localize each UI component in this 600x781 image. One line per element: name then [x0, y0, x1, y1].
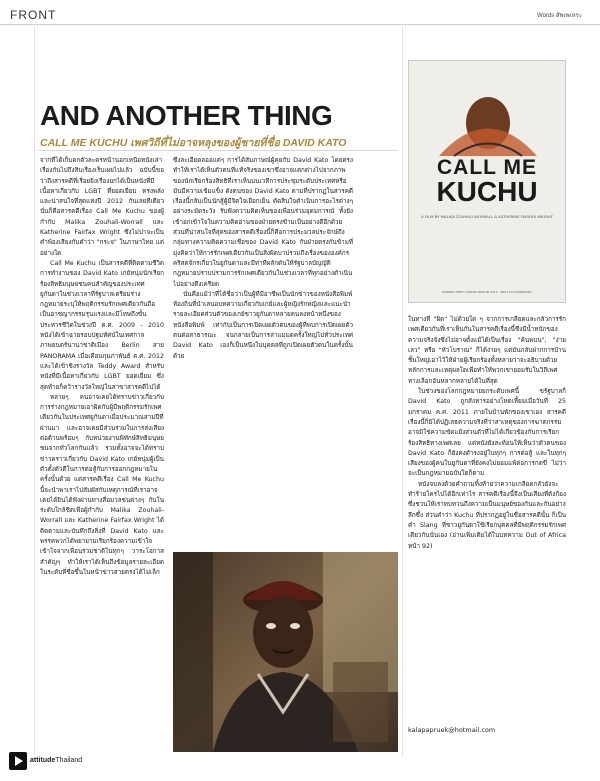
column-divider	[402, 24, 403, 756]
article-column-2	[173, 156, 353, 548]
play-icon	[9, 752, 27, 770]
film-poster	[408, 60, 566, 303]
article-headline: AND ANOTHER THING	[40, 100, 333, 131]
article-column-3	[408, 315, 566, 723]
paragraph: ในทางที่ "ผิด" ไม่ด้วยใด ๆ จากการเกลียดและกลัวการรักเพศเดียวกันที่เราเห็นกันในสารคดีเรื่องนี้ซึ่งมีน้ำหนักของความจริงจังซึ่งไม่อาจตั้งแม้ได้เป็นเรื่อง "ค้นพบน", "ง่ายเลว" หรือ "หัวโบราณ" ก็ได้ง่ายๆ แต่มันกลับฝากการบ้านชิ้นใหญ่เอาไว้ให้ฝ่ายผู้เรียกร้องทั้งหลายว่าจะอธิบายด้วยหลักการและเหตุผลใดเพื่อทำให้พวกเขายอมรับในวิถีเพศทางเลือกอันหลากหลายได้ในที่สุด	[408, 316, 566, 385]
brand-rest: Thailand	[55, 757, 83, 764]
article-subhead: CALL ME KUCHU เพศวิถีที่ไม่อาจหลุงของผู้ชายที่ชื่อ DAVID KATO	[40, 137, 347, 149]
poster-credits: WINNER TEDDY AWARD BERLIN 2012 · BEST DOCUMENTARY	[441, 290, 533, 294]
page-corner-label: Words สัพเพเหระ	[537, 13, 582, 19]
paragraph: หนังจบลงด้วยคำถามทิ้งท้ายว่าความเกลียดกลัวยังจะทำร้ายใครไปได้อีกเท่าไร สารคดีเรื่องนี้จึงเป็นเสียงที่ดังก้องซึ่งชวนให้เราทบทวนถึงความเป็นมนุษย์ของกันและกันอย่างลึกซึ้ง ส่วนคำว่า Kuchu ที่ปรากฏอยู่ในชื่อสารคดีนั้น ก็เป็นคำ Slang ที่ชาวยูกันดาใช้เรียกบุคคลที่มีพฤติกรรมรักเพศเดียวกันนั่นเอง (อ่านเพิ่มเติมได้ในบทความ Out of Africa หน้า 92)	[408, 480, 566, 550]
margin-rule-left	[34, 24, 35, 756]
paragraph: นั่นคือแม้ว่าที่ได้ชื่อว่าเป็นผู้ที่มีอาชีพเป็นนักข่าวของหนังสือพิมพ์ท้องถิ่นที่นำเสนอบทความเกี่ยวกับเกย์และผู้หญิงรักหญิงและแนะนำรายละเอียดส่วนตัวของเกย์ชาวยูกันดาหลายคนลงหน้าหนึ่งของหนังสือพิมพ์ เท่ากับเป็นการเปิดเผยตัวตนของผู้ที่พบการเปิดเผยตัวตนต่อสาธารณะ จนกลายเป็นการล่าแม่มดครั้งใหญ่ไปทั่วประเทศ David Kato เองก็เป็นหนึ่งในบุคคลที่ถูกเปิดเผยตัวตนในครั้งนั้นด้วย	[173, 290, 353, 360]
article-column-1	[40, 156, 164, 754]
headline-rule	[38, 150, 398, 151]
header-rule	[0, 24, 600, 25]
author-email: kalapapruek@hotmail.com	[408, 726, 496, 734]
footer-brand	[30, 757, 82, 764]
paragraph: หลายๆ คนอาจเคยได้ทราบข่าวเกี่ยวกับการร่างกฎหมายเอาผิดกับผู้มีพฤติกรรมรักเพศเดียวกันในประเทศยูกันดาเมื่อประมาณสามปีที่ผ่านมา และอาจเคยมีส่วนร่วมในการส่งเสียงต่อต้านพร้อมๆ กับหน่วยงานพิทักษ์สิทธิมนุษยชนจากทั่วโลกกันแล้ว รวมทั้งอาจจะได้ทราบข่าวคราวเกี่ยวกับ David Kato เกย์หนุ่มผู้เป็นตัวตั้งตัวตีในการต่อสู้กับการออกกฎหมายในครั้งนั้นด้วย แต่สารคดีเรื่อง Call Me Kuchu นี้จะนำพาเราไปสัมผัสกับเหตุการณ์ที่เราอาจเคยได้ยินได้ฟังผ่านทางสื่อมวลชนต่างๆ กันในระดับใกล้ชิดเพื่อผู้กำกับ Malika Zouhali-Worrall และ Katherine Fairfax Wright ได้ติดตามและบันทึกถึงสิ่งที่ David Kato และพรรคพวกได้พยายามเรียกร้องความเข้าใจเข้าใจจากเพื่อนร่วมชาติในทุกๆ วาระโอกาสสำคัญๆ ทำให้เราได้เห็นถึงข้อมูลรายละเอียดในระดับที่ชื่อขึ้นในหน้าข่าวสายตรงได้ไม่เล็ก	[40, 393, 164, 576]
poster-tagline: A FILM BY MALIKA ZOUHALI-WORRALL & KATHERINE FAIRFAX WRIGHT	[421, 214, 553, 219]
david-kato-photo	[173, 552, 398, 752]
paragraph: จากที่ได้เก็บตกตัวละครหน้านอกเหนือหนังเล่าเรื่องกันไปถึงสิบเรื่องเร็บเผยไปแล้ว ฉบับนี้ขอว่าถึงสารคดีที่เรื่อยยิ่งเรื่องยกได้เป็นหนังที่มีเนื้อหาเกี่ยวกับ LGBT ที่ยอดเยี่ยม ทรงพลัง และน่าสนใจที่สุดแห่งปี 2012 กันเลยทีเดียว นั่นก็คือสารคดีเรื่อง Call Me Kuchu ของผู้กำกับ Malika Zouhali-Worrall และ Katherine Fairfax Wright ซึ่งไม่ปาจะเป็นคำพ้องเสียงกับคำว่า "กระจ" ในภาษาไทย แต่อย่างใด	[40, 157, 164, 257]
paragraph: ในช่วงของโลกกฎหมายยกระดับเพศนี้ ขรัฐบาลก็ David Kato ถูกสังหารอย่างโหดเหี้ยมเมื่อวันที่ 25 มกราคม ค.ศ. 2011 ภายในบ้านพักของเขาเอง สารคดีเรื่องนี้ก็มิได้ปฏิเสธความจริงที่ว่าสาเหตุของการฆาตกรรมอาจมิใช่ความขัดแย้งส่วนตัวที่ไม่ได้เกี่ยวข้องกับการเรียกร้องสิทธิทางเพศเลย แต่หนังยังสะท้อนให้เห็นว่าตัวตนของ David Kato ก็ยังคงดำรงอยู่ในทุกๆ การต่อสู้ และในทุกๆ เสียงของผู้คนในยูกันดาที่ยังคงไม่ยอมแพ้ต่อการกดขี่ ไม่ว่าจะเป็นกฎหมายฉบับใดก็ตาม	[408, 388, 566, 478]
paragraph: ซึ่งละเอียดลออแต่ๆ การได้สัมภาษณ์ผู้คุยกับ David Kato โดยตรงทำให้เราได้เห็นตัวตนที่แท้จริงของเขาซึ่งอาจแตกต่างไปจากภาพของนักเรียกร้องสิทธิที่เราเห็นบนเวทีการประชุมระดับประเทศหรือมันมีความเข้มแข็ง ดังตนของ David Kato ตามที่ปรากฏในสารคดีเรื่องนี้กลับเป็นนักสู้ผู้มีจิตใจเยือกเย็น ดัดสินใจดำเนินการอะไรต่างๆ อย่างระมัดระวัง รับฟังความคิดเห็นของเพื่อนร่วมอุดมการณ์ ทั้งยังเข้าอกเข้าใจในความคิดอ่านของฝ่ายตรงข้ามเป็นอย่างดีอีกด้วย ส่วนที่น่าสนใจที่สุดของสารคดีเรื่องนี้ก็คือการประมวลประจักษ์ถึงกลุ่มทางความคิดความเชื่อของ David Kato กับฝ่ายตรงกันข้ามที่มุ่งคิดว่าให้การรักเพศเดียวกันเป็นสิ่งผิดบาปรวมถึงเรื่องขององค์กรคริสตจักรเกี่ยวในยูกันดาและมีท่าทีผลักดันให้รัฐบาลบัญญัติกฎหมายปราบปรามการรักเพศเดียวกันในช่วงเวลาที่ทุกอย่างดำเนินไปอย่างตึงเครียด	[173, 157, 353, 288]
section-label: FRONT	[10, 8, 57, 22]
poster-title: CALL ME KUCHU	[436, 156, 538, 207]
paragraph: Call Me Kuchu เป็นสารคดีที่ติดตามชีวิตการทำงานของ David Kato เกย์หนุ่มนักเรียกร้องสิทธิมนุษยชนคนสำคัญของประเทศยูกันดาในช่วงเวลาที่รัฐบาลเตรียมร่างกฎหมายระบุให้พฤติกรรมรักเพศเดียวกันถือเป็นอาชญากรรมรุนแรงและมีโทษถึงขั้นประหารชีวิตในช่วงปี ค.ศ. 2009 - 2010 หนังได้เข้าฉายรอบปฐมทัศน์ในเทศกาลภาพยนตร์นานาชาติเมือง Berlin สาย PANORAMA เมื่อเดือนกุมภาพันธ์ ค.ศ. 2012 และได้เข้าชิงรางวัล Teddy Award สำหรับหนังที่มีเนื้อหาเกี่ยวกับ LGBT ยอดเยี่ยม ซึ่งสุดท้ายก็คว้ารางวัลใหญ่ในสาขาสารคดีไปได้	[40, 259, 164, 391]
brand-bold: attitude	[30, 757, 56, 764]
portrait-illustration	[173, 552, 398, 752]
